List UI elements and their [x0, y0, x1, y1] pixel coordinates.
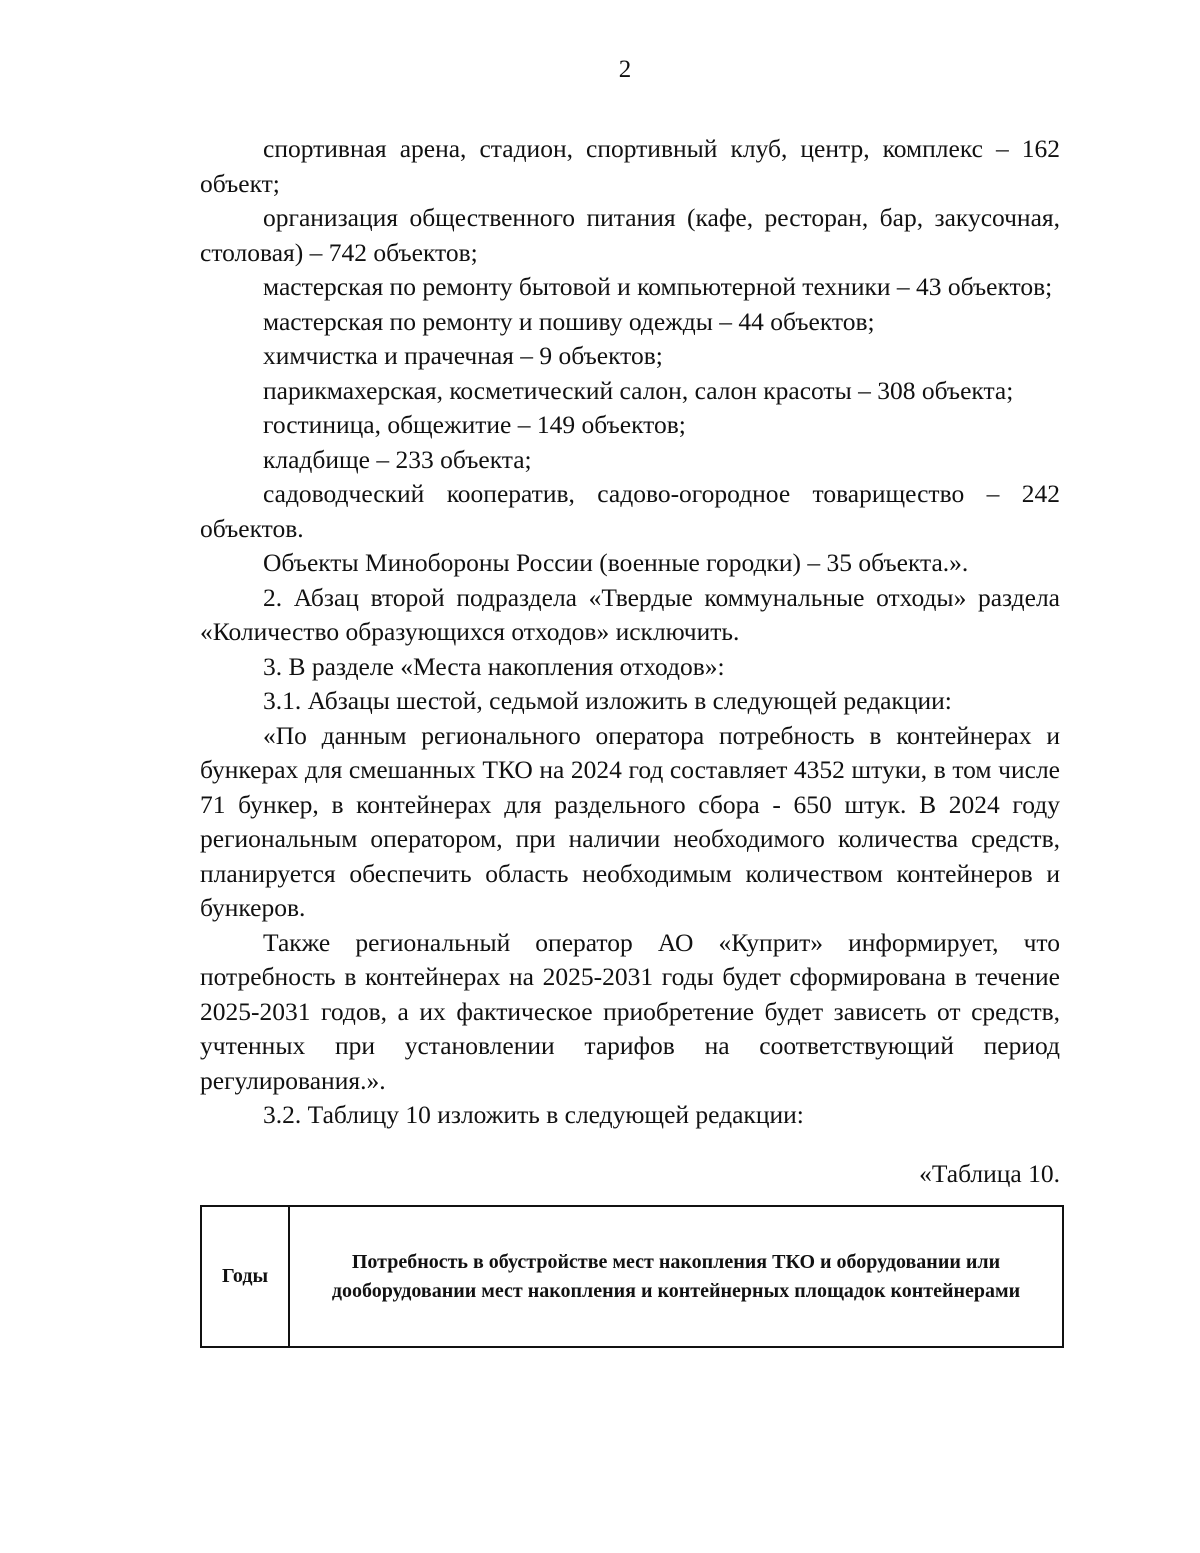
paragraph-item-3-2: 3.2. Таблицу 10 изложить в следующей редакции: [263, 1100, 804, 1129]
list-item-repair-tech: мастерская по ремонту бытовой и компьютерной техники – 43 объектов; [263, 272, 1053, 301]
data-table [200, 1205, 1064, 1348]
list-item-military: Объекты Минобороны России (военные городки) – 35 объекта.». [263, 548, 969, 577]
paragraph-item-3-1: 3.1. Абзацы шестой, седьмой изложить в следующей редакции: [263, 686, 952, 715]
list-item-cemetery: кладбище – 233 объекта; [263, 444, 532, 474]
list-item-repair-clothes: мастерская по ремонту и пошиву одежды – 44 объектов; [263, 306, 875, 336]
list-item-catering: организация общественного питания (кафе, ресторан, бар, закусочная, столовая) – 742 объектов; [200, 203, 1060, 267]
document-body [200, 132, 1060, 1133]
list-item-beauty: парикмахерская, косметический салон, салон красоты – 308 объекта; [263, 375, 1014, 405]
table-header-years: Годы [201, 1206, 289, 1347]
paragraph-item-2: 2. Абзац второй подраздела «Твердые коммунальные отходы» раздела «Количество образующихся отходов» исключить. [200, 582, 1060, 646]
table-header-need: Потребность в обустройстве мест накопления ТКО и оборудовании или дооборудовании мест накопления и контейнерных площадок контейнерами [289, 1206, 1063, 1347]
list-item-garden: садоводческий кооператив, садово-огородное товарищество – 242 объектов. [200, 479, 1060, 543]
paragraph-item-3: 3. В разделе «Места накопления отходов»: [263, 651, 725, 681]
list-item-sports: спортивная арена, стадион, спортивный клуб, центр, комплекс – 162 объект; [200, 134, 1060, 198]
paragraph-operator-need: «По данным регионального оператора потребность в контейнерах и бункерах для смешанных ТКО на 2024 год составляет 4352 штуки, в том числе 71 бункер, в контейнерах для раздельного сбора - 650 штук. В 2024 году региональным оператором, при наличии необходимого количества средств, планируется обеспечить область необходимым количеством контейнеров и бункеров. [200, 720, 1060, 922]
list-item-hotel: гостиница, общежитие – 149 объектов; [263, 410, 686, 439]
table-caption: «Таблица 10. [919, 1159, 1060, 1188]
paragraph-operator-info: Также региональный оператор АО «Куприт» информирует, что потребность в контейнерах на 2025-2031 годы будет сформирована в течение 2025-2031 годов, а их фактическое приобретение будет зависеть от средств, учтенных при установлении тарифов на соответствующий период регулирования.». [200, 927, 1060, 1095]
list-item-laundry: химчистка и прачечная – 9 объектов; [263, 341, 663, 370]
table-header-row [201, 1206, 1063, 1347]
page-number: 2 [618, 56, 632, 83]
